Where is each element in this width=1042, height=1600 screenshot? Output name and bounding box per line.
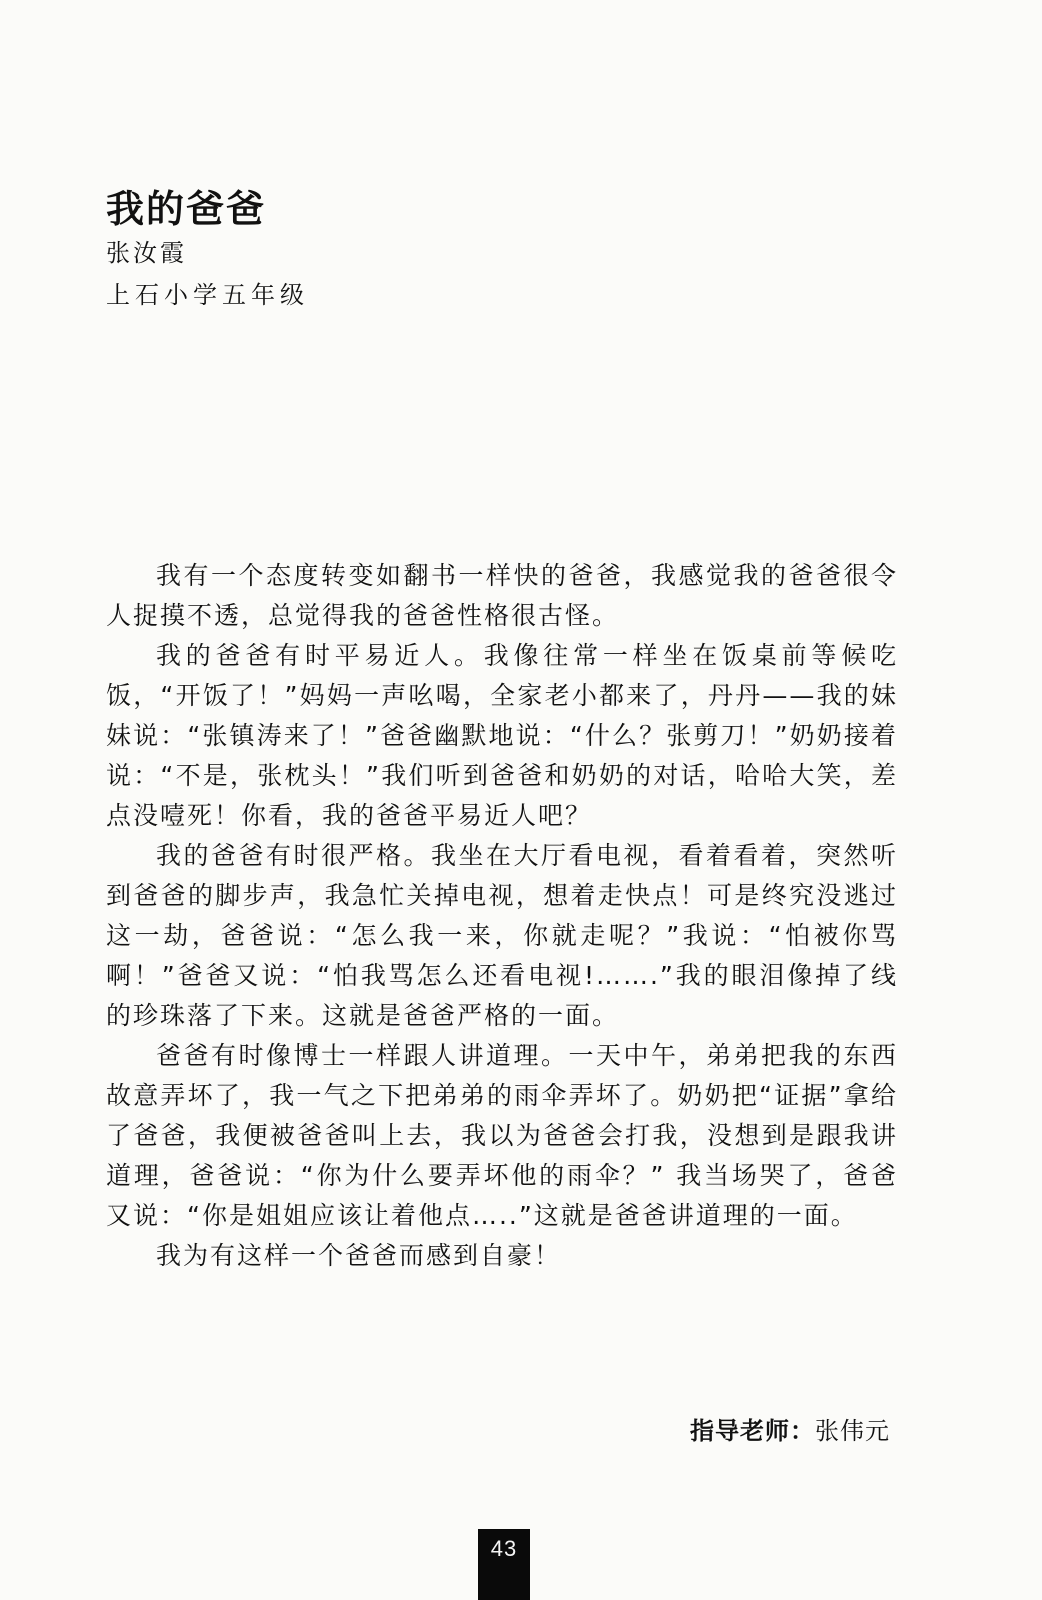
school-grade: 上石小学五年级: [106, 281, 309, 309]
article-title: 我的爸爸: [106, 187, 267, 231]
page-number: 43: [478, 1529, 530, 1600]
author-name: 张汝霞: [106, 239, 187, 267]
instructor-credit: [690, 1415, 890, 1447]
paragraph: 我为有这样一个爸爸而感到自豪！: [156, 1241, 562, 1270]
paragraph: 我的爸爸有时很严格。我坐在大厅看电视，看着看着，突然听到爸爸的脚步声，我急忙关掉电视，想着走快点！可是终究没逃过这一劫，爸爸说：“怎么我一来，你就走呢？”我说：“怕被你骂啊！”爸爸又说：“怕我骂怎么还看电视!…….”我的眼泪像掉了线的珍珠落了下来。这就是爸爸严格的一面。: [106, 841, 898, 1030]
instructor-label: 指导老师：: [690, 1417, 815, 1445]
instructor-name: 张伟元: [815, 1417, 890, 1445]
paragraph: 我的爸爸有时平易近人。我像往常一样坐在饭桌前等候吃饭，“开饭了！”妈妈一声吆喝，全家老小都来了，丹丹——我的妹妹说：“张镇涛来了！”爸爸幽默地说：“什么？张剪刀！”奶奶接着说：“不是，张枕头！”我们听到爸爸和奶奶的对话，哈哈大笑，差点没噎死！你看，我的爸爸平易近人吧？: [106, 641, 898, 830]
paragraph: 我有一个态度转变如翻书一样快的爸爸，我感觉我的爸爸很令人捉摸不透，总觉得我的爸爸性格很古怪。: [106, 561, 898, 630]
paragraph: 爸爸有时像博士一样跟人讲道理。一天中午，弟弟把我的东西故意弄坏了，我一气之下把弟弟的雨伞弄坏了。奶奶把“证据”拿给了爸爸，我便被爸爸叫上去，我以为爸爸会打我，没想到是跟我讲道理，爸爸说：“你为什么要弄坏他的雨伞？” 我当场哭了，爸爸又说：“你是姐姐应该让着他点…..”这就是爸爸讲道理的一面。: [106, 1041, 898, 1230]
article-body: [106, 556, 898, 1276]
